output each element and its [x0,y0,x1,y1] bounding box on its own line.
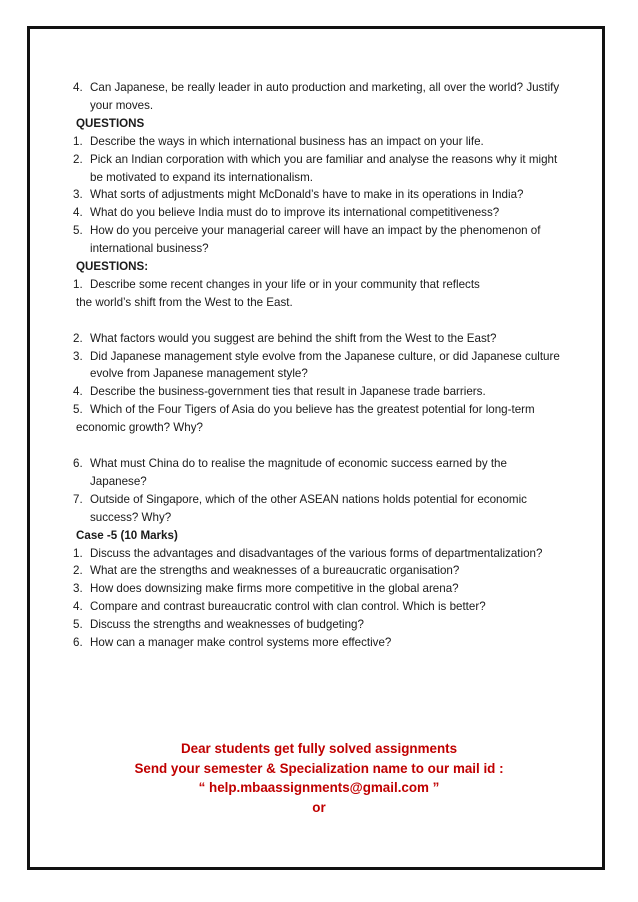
item-number: 3. [73,349,83,363]
list-item [73,186,563,204]
item-number: 6. [73,457,83,470]
footer-line-2: Send your semester & Specialization name to our mail id : [134,760,504,776]
item-number: 1. [73,546,83,560]
item-text: What factors would you suggest are behind the shift from the West to the East? [90,331,497,345]
list-item [73,455,563,491]
list-item [73,598,563,616]
footer-line-1: Dear students get fully solved assignments [180,741,458,756]
item-text: How can a manager make control systems more effective? [90,636,392,650]
item-number: 2. [73,152,83,166]
item-number: 5. [73,403,83,417]
item-continuation: the world’s shift from the West to the East. [76,295,293,309]
list-item [73,634,563,652]
list-item [73,401,563,419]
item-number: 4. [73,600,83,614]
promo-footer [27,739,611,817]
item-number: 2. [73,564,83,578]
item-number: 4. [73,385,83,399]
item-text: Describe the business-government ties that result in Japanese trade barriers. [90,385,486,399]
item-text: What must China do to realise the magnitude of economic success earned by the Japanese? [90,457,507,488]
list-item [73,491,563,527]
list-item [73,616,563,634]
item-number: 5. [73,224,83,238]
item-text: Describe some recent changes in your life or in your community that reflects [90,277,480,291]
list-item [73,562,563,580]
blank-line [73,312,563,330]
item-text: What are the strengths and weaknesses of a bureaucratic organisation? [90,564,460,578]
list-item [73,222,563,258]
item-text: Describe the ways in which international business has an impact on your life. [90,134,484,148]
section-heading-questions: QUESTIONS [76,116,145,130]
item-number: 7. [73,492,83,506]
list-item [73,383,563,401]
item-number: 3. [73,582,83,596]
section-heading-questions-colon: QUESTIONS: [76,260,149,274]
item-number: 4. [73,206,83,220]
item-continuation: economic growth? Why? [76,421,203,435]
item-number: 6. [73,636,83,650]
document-body [73,79,563,652]
list-item [73,348,563,384]
item-number: 5. [73,618,83,632]
list-item [73,276,563,294]
item-text: How do you perceive your managerial career will have an impact by the phenomenon of international business? [90,224,541,256]
item-number: 2. [73,331,83,345]
item-text: Can Japanese, be really leader in auto production and marketing, all over the world? Justify your moves. [90,81,560,112]
item-text: Discuss the strengths and weaknesses of budgeting? [90,618,364,632]
list-item [73,79,563,115]
list-item [73,151,563,187]
item-text: How does downsizing make firms more competitive in the global arena? [90,582,459,596]
list-item [73,545,563,563]
list-item [73,133,563,151]
item-text: Outside of Singapore, which of the other ASEAN nations holds potential for economic success? Why? [90,492,527,524]
footer-or: or [312,799,326,815]
item-number: 1. [73,134,83,148]
item-text: What sorts of adjustments might McDonald’s have to make in its operations in India? [90,188,524,202]
item-number: 3. [73,188,83,202]
item-number: 4. [73,81,83,94]
item-text: Pick an Indian corporation with which you are familiar and analyse the reasons why it might be motivated to expand its internationalism. [90,152,558,184]
item-number: 1. [73,277,83,291]
item-text: What do you believe India must do to improve its international competitiveness? [90,206,500,220]
blank-line [73,437,563,455]
item-text: Compare and contrast bureaucratic control with clan control. Which is better? [90,600,486,614]
list-item [73,580,563,598]
footer-email: “ help.mbaassignments@gmail.com ” [198,780,440,796]
item-text: Did Japanese management style evolve from the Japanese culture, or did Japanese culture evolve from Japanese management style? [90,349,560,381]
item-text: Which of the Four Tigers of Asia do you believe has the greatest potential for long-term [90,403,535,417]
item-text: Discuss the advantages and disadvantages of the various forms of departmentalization? [90,546,543,560]
list-item [73,204,563,222]
list-item [73,330,563,348]
section-heading-case-5: Case -5 (10 Marks) [76,528,178,542]
